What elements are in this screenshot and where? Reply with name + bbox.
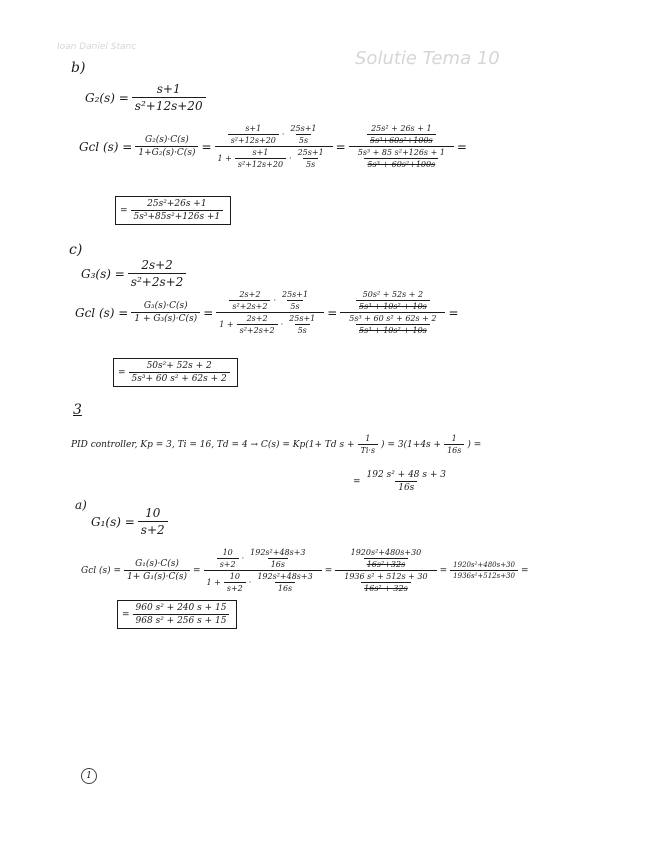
gcl-a-f2-bot-a-den: s+2 [224,582,246,593]
eq-sign: = [456,139,467,154]
dot: · [248,578,252,587]
dot: · [241,554,245,563]
result-c-num: 50s²+ 52s + 2 [146,361,212,371]
part-a-label: a) [75,498,87,512]
gcl-b-f2-top-b-num: 25s+1 [290,124,317,133]
dot: · [281,130,285,139]
part-b-label: b) [71,60,86,76]
gcl-b-equation [79,124,467,169]
gcl-c-f3-top-num: 50s² + 52s + 2 [362,290,424,299]
gcl-a-lhs: Gcl (s) = [81,565,122,576]
g1-lhs: G₁(s) = [91,514,135,529]
result-a-num: 960 s² + 240 s + 15 [135,603,227,613]
gcl-b-f2-top-b-den: 5s [296,134,311,145]
gcl-b-f2-bot-b-den: 5s [303,158,318,169]
pid-end: ) = [467,439,482,450]
g3-den: s²+2s+2 [128,273,187,289]
result-c-den: 5s³+ 60 s² + 62s + 2 [129,372,230,384]
pid-text: PID controller, Kp = 3, Ti = 16, Td = 4 → C(s) = Kp(1+ Td s + [71,439,355,450]
gcl-c-f2-top-b-num: 25s+1 [281,290,309,299]
g2-num: s+1 [156,82,181,96]
pid-result-den: 16s [395,481,417,493]
pid-result-num: 192 s² + 48 s + 3 [366,470,446,480]
gcl-b-f3-top-num: 25s² + 26s + 1 [371,124,432,133]
eq-sign: = [439,565,448,576]
gcl-a-f4-num: 1920s²+480s+30 [453,561,515,569]
gcl-b-lhs: Gcl (s) = [79,139,133,154]
result-b-num: 25s²+26s +1 [147,199,207,209]
gcl-c-lhs: Gcl (s) = [75,305,129,320]
eq-sign: = [448,305,459,320]
gcl-b-f1-num: G₂(s)·C(s) [144,135,189,145]
eq-sign: = [353,476,361,487]
gcl-b-f2-top-a-num: s+1 [245,124,262,133]
gcl-c-f1-den: 1 + G₃(s)·C(s) [131,312,200,324]
g1-den: s+2 [138,521,168,537]
part-c-label: c) [69,242,83,258]
gcl-a-f3-bot-den: 16s² + 32s [361,582,411,593]
pid-frac2-num: 1 [451,434,457,443]
result-b-den: 5s³+85s²+126s +1 [131,210,224,222]
gcl-c-f2-top-b-den: 5s [287,300,302,311]
pid-result [353,470,452,493]
eq-sign: = [324,565,333,576]
gcl-b-f1-den: 1+G₂(s)·C(s) [135,146,198,158]
gcl-a-f2-bot-b-num: 192s²+48s+3 [257,572,313,581]
pid-equation [71,434,481,455]
gcl-a-f3-top-den: 16s²+32s [364,558,408,569]
gcl-c-equation [75,290,459,335]
faint-name: Ioan Daniel Stanc [57,42,137,52]
one-plus: 1 + [219,320,234,329]
handwritten-page [55,36,600,808]
gcl-c-f3-top-den: 5s³ + 10s² + 10s [356,300,430,311]
gcl-c-f2-top-a-num: 2s+2 [239,290,261,299]
gcl-a-f2-top-a-den: s+2 [217,558,239,569]
gcl-a-f2-top-b-den: 16s [268,558,288,569]
eq-sign: = [122,609,130,620]
g3-equation [81,258,189,289]
gcl-b-f3-top-den: 5s³+60s²+100s [367,134,436,145]
one-plus: 1 + [217,154,232,163]
g2-den: s²+12s+20 [132,97,206,113]
gcl-a-equation [81,548,529,593]
eq-sign: = [120,205,128,216]
pid-mid: ) = 3(1+4s + [381,439,442,450]
one-plus: 1 + [206,578,221,587]
gcl-b-f2-bot-a-den: s²+12s+20 [235,158,286,169]
gcl-c-f2-bot-a-num: 2s+2 [246,314,268,323]
gcl-a-f4-den: 1936s²+512s+30 [450,570,518,580]
gcl-b-f2-top-a-den: s²+12s+20 [228,134,279,145]
g1-num: 10 [145,506,161,520]
gcl-c-f2-bot-a-den: s²+2s+2 [237,324,278,335]
dot: · [289,154,292,163]
g2-lhs: G₂(s) = [85,90,129,105]
eq-sign: = [201,139,212,154]
eq-sign: = [520,565,529,576]
gcl-a-f1-num: G₁(s)·C(s) [135,559,179,569]
pid-frac-num: 1 [365,434,371,443]
g1-equation [91,506,171,537]
eq-sign: = [335,139,346,154]
eq-sign: = [192,565,201,576]
pid-frac-den: Ti·s [358,444,379,455]
result-c-box [113,358,238,387]
faint-title: Solutie Tema 10 [355,48,500,69]
gcl-b-f2-bot-a-num: s+1 [252,148,269,157]
gcl-b-f2-bot-b-num: 25s+1 [297,148,324,157]
gcl-b-f3-bot-den: 5s³ + 60s²+100s [364,158,438,169]
gcl-a-f2-top-a-num: 10 [222,548,233,557]
eq-sign: = [118,367,126,378]
section-3-number: 3 [73,402,82,418]
g3-num: 2s+2 [141,258,173,272]
pid-frac2-den: 16s [444,444,464,455]
gcl-b-f3-bot-num: 5s³ + 85 s²+126s + 1 [357,148,445,157]
gcl-c-f3-bot-den: 5s³ + 10s² + 10s [356,324,430,335]
page-number [81,768,97,784]
gcl-c-f2-bot-b-den: 5s [295,324,310,335]
result-a-den: 968 s² + 256 s + 15 [133,614,230,626]
g2-equation [85,82,209,113]
eq-sign: = [203,305,214,320]
dot: · [280,320,284,329]
page-number-text: 1 [86,771,92,781]
result-b-box [115,196,231,225]
g3-lhs: G₃(s) = [81,266,125,281]
gcl-a-f3-bot-num: 1936 s² + 512s + 30 [344,572,428,581]
gcl-a-f2-bot-b-den: 16s [275,582,295,593]
gcl-a-f2-top-b-num: 192s²+48s+3 [250,548,306,557]
gcl-c-f1-num: G₃(s)·C(s) [143,301,188,311]
gcl-a-f3-top-num: 1920s²+480s+30 [350,548,422,557]
gcl-c-f2-top-a-den: s²+2s+2 [229,300,270,311]
gcl-c-f2-bot-b-num: 25s+1 [289,314,316,323]
dot: · [273,296,276,305]
gcl-a-f1-den: 1+ G₁(s)·C(s) [124,570,190,582]
eq-sign: = [327,305,338,320]
gcl-a-f2-bot-a-num: 10 [229,572,240,581]
result-a-box [117,600,237,629]
gcl-c-f3-bot-num: 5s³ + 60 s² + 62s + 2 [349,314,437,323]
